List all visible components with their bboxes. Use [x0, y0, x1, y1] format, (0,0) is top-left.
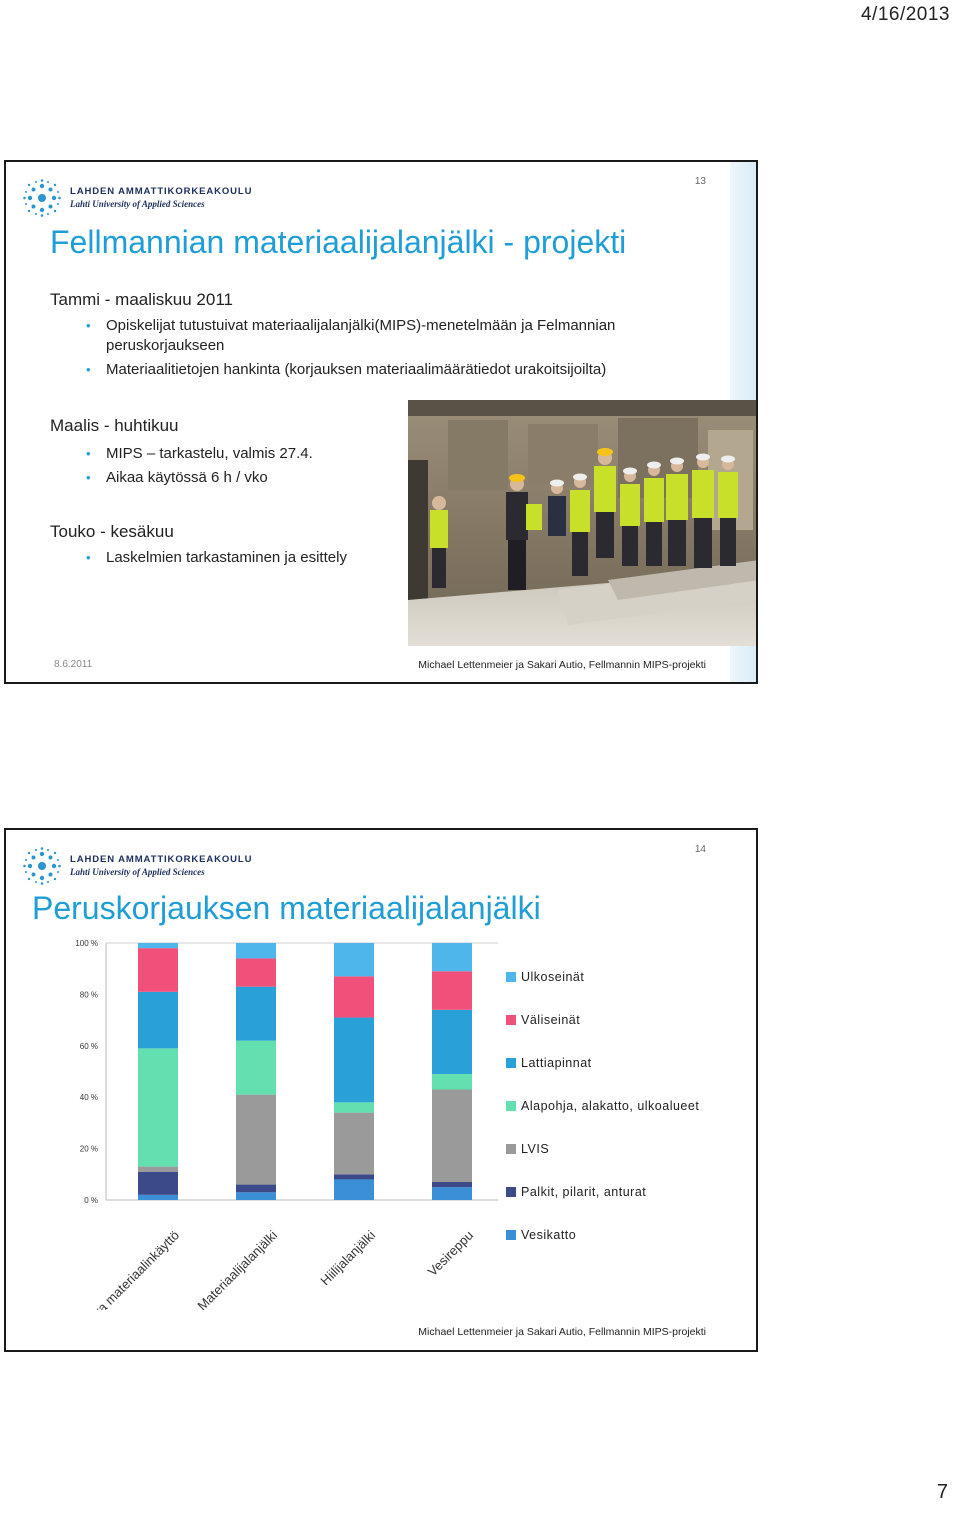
- bar-segment: [236, 958, 276, 986]
- legend-swatch: [506, 1144, 516, 1154]
- page-number: 7: [936, 1481, 948, 1503]
- x-tick-label: Suora materiaalinkäyttö: [74, 1227, 183, 1310]
- chart-svg: [36, 930, 506, 1310]
- y-tick-label: 80 %: [79, 990, 98, 1000]
- legend-swatch: [506, 1015, 516, 1025]
- y-tick-label: 100 %: [75, 939, 98, 948]
- section-heading: Tammi - maaliskuu 2011: [50, 290, 233, 309]
- bar-segment: [432, 971, 472, 1010]
- legend-swatch: [506, 1058, 516, 1068]
- bar-segment: [236, 1192, 276, 1200]
- group-photo: [408, 400, 758, 646]
- bar-segment: [236, 1185, 276, 1193]
- bar-segment: [432, 1074, 472, 1089]
- bar-segment: [432, 1187, 472, 1200]
- lamk-logo-icon: [22, 178, 62, 218]
- legend-item: [506, 1013, 580, 1027]
- y-tick-label: 20 %: [79, 1144, 98, 1154]
- legend-item: [506, 970, 584, 984]
- bar-segment: [236, 987, 276, 1041]
- bar-segment: [334, 943, 374, 976]
- group-photo-image: [408, 400, 758, 646]
- footer-author: Michael Lettenmeier ja Sakari Autio, Fellmannin MIPS-projekti: [418, 659, 706, 671]
- bar-segment: [334, 1018, 374, 1103]
- slide-13: [4, 160, 758, 684]
- y-tick-label: 40 %: [79, 1093, 98, 1103]
- bar-segment: [334, 1102, 374, 1112]
- bar-segment: [138, 943, 178, 948]
- legend-label: Ulkoseinät: [521, 970, 585, 984]
- bar-segment: [236, 1095, 276, 1185]
- bullet-item: • Laskelmien tarkastaminen ja esittely: [106, 548, 347, 568]
- bar-segment: [138, 1048, 178, 1166]
- x-tick-label: Hiilijalanjälki: [317, 1227, 379, 1289]
- legend-label: Väliseinät: [521, 1013, 581, 1027]
- legend-label: Palkit, pilarit, anturat: [521, 1185, 647, 1199]
- legend-item: [506, 1099, 699, 1113]
- logo-name: LAHDEN AMMATTIKORKEAKOULU: [70, 186, 253, 197]
- bar-segment: [334, 1179, 374, 1200]
- legend-item: [506, 1185, 646, 1199]
- bar-segment: [236, 943, 276, 958]
- legend-swatch: [506, 1230, 516, 1240]
- bullet-item: • Materiaalitietojen hankinta (korjauksen materiaalimäärätiedot urakoitsijoilta): [106, 360, 726, 380]
- y-tick-label: 0 %: [84, 1196, 98, 1205]
- legend-label: LVIS: [521, 1142, 550, 1156]
- slide-14: [4, 828, 758, 1352]
- section-heading: Maalis - huhtikuu: [50, 416, 179, 435]
- footer-date: 8.6.2011: [54, 659, 93, 670]
- legend-swatch: [506, 972, 516, 982]
- lamk-logo: [22, 846, 252, 886]
- bar-segment: [138, 1195, 178, 1200]
- legend-label: Alapohja, alakatto, ulkoalueet: [521, 1099, 700, 1113]
- bullet-item: • Aikaa käytössä 6 h / vko: [106, 468, 268, 488]
- stacked-bar-chart: [36, 930, 506, 1315]
- slide-title: Peruskorjauksen materiaalijalanjälki: [32, 890, 541, 926]
- section-heading: Touko - kesäkuu: [50, 522, 174, 541]
- logo-subtitle: Lahti University of Applied Sciences: [70, 199, 205, 209]
- logo-name: LAHDEN AMMATTIKORKEAKOULU: [70, 854, 253, 865]
- bullet-item: • Opiskelijat tutustuivat materiaalijalanjälki(MIPS)-menetelmään ja Felmannian peruskorjaukseen: [106, 316, 726, 356]
- footer-author: Michael Lettenmeier ja Sakari Autio, Fellmannin MIPS-projekti: [418, 1326, 706, 1338]
- logo-subtitle: Lahti University of Applied Sciences: [70, 867, 205, 877]
- bar-segment: [334, 1113, 374, 1175]
- legend-swatch: [506, 1187, 516, 1197]
- bar-segment: [334, 1174, 374, 1179]
- bar-segment: [334, 976, 374, 1017]
- slide-number: 13: [694, 176, 706, 187]
- bar-segment: [138, 992, 178, 1049]
- legend-item: [506, 1056, 592, 1070]
- legend-item: [506, 1142, 549, 1156]
- legend-swatch: [506, 1101, 516, 1111]
- legend-label: Lattiapinnat: [521, 1056, 592, 1070]
- bar-segment: [138, 1167, 178, 1172]
- y-tick-label: 60 %: [79, 1041, 98, 1051]
- bar-segment: [236, 1041, 276, 1095]
- bullet-item: • MIPS – tarkastelu, valmis 27.4.: [106, 444, 313, 464]
- bar-segment: [432, 943, 472, 971]
- legend-label: Vesikatto: [521, 1228, 577, 1242]
- x-tick-label: Materiaalijalanjälki: [194, 1227, 281, 1310]
- bar-segment: [138, 948, 178, 992]
- legend-item: [506, 1228, 576, 1242]
- bar-segment: [432, 1182, 472, 1187]
- page-date: 4/16/2013: [860, 4, 950, 25]
- lamk-logo-icon: [22, 846, 62, 886]
- x-tick-label: Vesireppu: [424, 1227, 477, 1280]
- bar-segment: [138, 1172, 178, 1195]
- slide-title: Fellmannian materiaalijalanjälki - projekti: [50, 224, 627, 260]
- lamk-logo: [22, 178, 252, 218]
- bar-segment: [432, 1010, 472, 1074]
- slide-number: 14: [694, 844, 706, 855]
- bar-segment: [432, 1089, 472, 1182]
